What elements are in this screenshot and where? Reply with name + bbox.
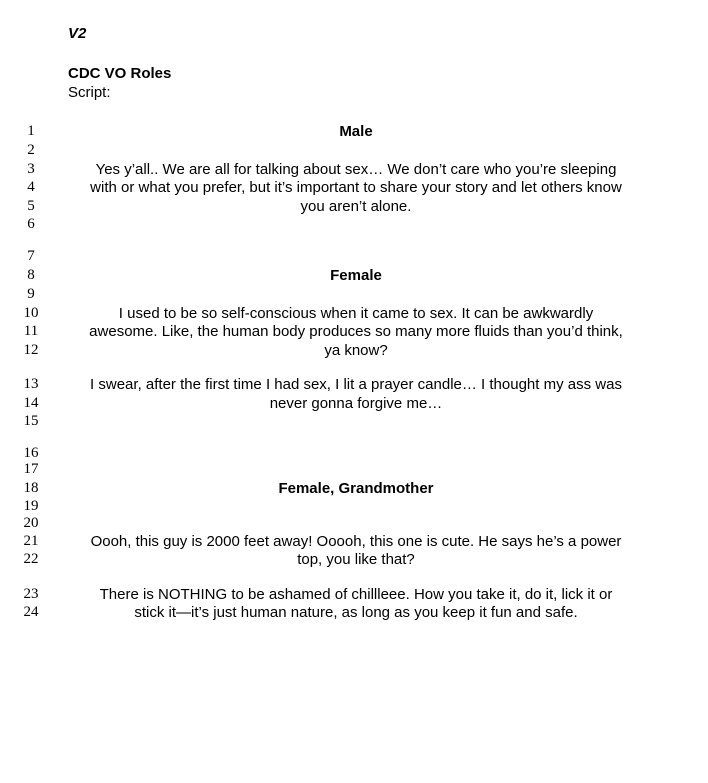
script-line: top, you like that? <box>297 551 415 568</box>
line-number: 18 <box>23 480 39 496</box>
line-number: 11 <box>23 323 39 339</box>
document-subtitle: Script: <box>68 84 111 101</box>
line-number: 2 <box>27 142 35 158</box>
line-number: 21 <box>23 533 39 549</box>
script-line: with or what you prefer, but it’s important to share your story and let others know <box>90 179 622 196</box>
line-number: 19 <box>23 498 39 514</box>
line-number: 9 <box>27 286 35 302</box>
script-line: never gonna forgive me… <box>269 395 443 412</box>
role-heading-male: Male <box>339 123 373 140</box>
version-label: V2 <box>68 25 87 42</box>
role-heading-female: Female <box>330 267 382 284</box>
script-line: you aren’t alone. <box>300 198 412 215</box>
line-number: 1 <box>27 123 35 139</box>
line-number: 23 <box>23 586 39 602</box>
script-line: stick it—it’s just human nature, as long as you keep it fun and safe. <box>134 604 578 621</box>
script-line: I used to be so self-conscious when it came to sex. It can be awkwardly <box>118 305 594 322</box>
line-number: 14 <box>23 395 39 411</box>
line-number: 5 <box>27 198 35 214</box>
line-number: 20 <box>23 515 39 531</box>
script-line: I swear, after the first time I had sex, I lit a prayer candle… I thought my ass was <box>90 376 622 393</box>
line-number: 15 <box>23 413 39 429</box>
document-title: CDC VO Roles <box>68 65 172 82</box>
line-number: 17 <box>23 461 39 477</box>
script-line: There is NOTHING to be ashamed of chillleee. How you take it, do it, lick it or <box>99 586 613 603</box>
line-number: 16 <box>23 445 39 461</box>
line-number: 3 <box>27 161 35 177</box>
line-number: 24 <box>23 604 39 620</box>
script-line: Yes y’all.. We are all for talking about sex… We don’t care who you’re sleeping <box>95 161 617 178</box>
script-line: ya know? <box>324 342 388 359</box>
line-number: 13 <box>23 376 39 392</box>
line-number: 7 <box>27 248 35 264</box>
line-number: 8 <box>27 267 35 283</box>
line-number: 10 <box>23 305 39 321</box>
line-number: 12 <box>23 342 39 358</box>
line-number: 22 <box>23 551 39 567</box>
script-line: Oooh, this guy is 2000 feet away! Ooooh, this one is cute. He says he’s a power <box>90 533 622 550</box>
line-number: 4 <box>27 179 35 195</box>
role-heading-female-grandmother: Female, Grandmother <box>278 480 434 497</box>
script-line: awesome. Like, the human body produces so many more fluids than you’d think, <box>89 323 623 340</box>
line-number: 6 <box>27 216 35 232</box>
